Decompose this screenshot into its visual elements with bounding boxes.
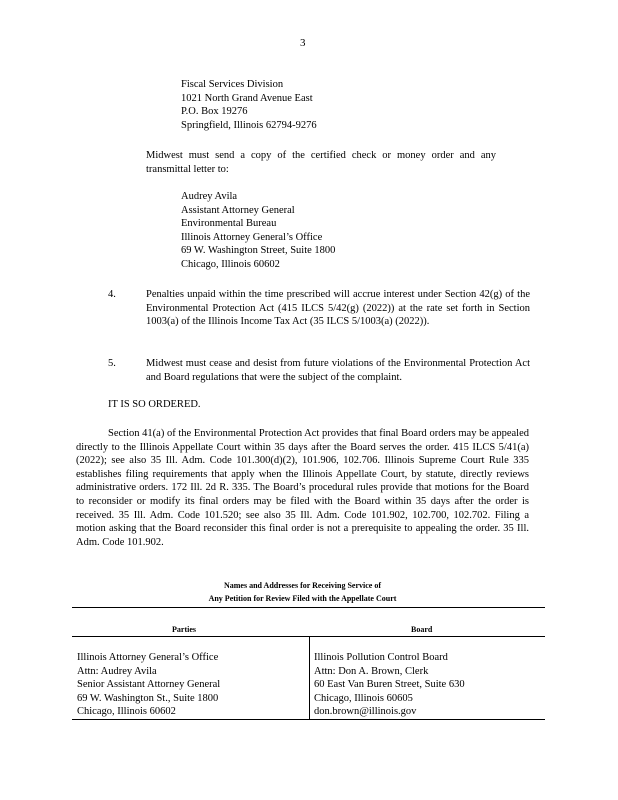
board-column-header: Board [411, 625, 433, 634]
item-number: 4. [108, 289, 116, 300]
caption-line: Names and Addresses for Receiving Service of [223, 581, 382, 590]
address-line: 69 W. Washington Street, Suite 1800 [181, 245, 336, 257]
table-bottom-rule [72, 719, 545, 720]
address-line: Chicago, Illinois 60605 [314, 692, 413, 704]
address-line: P.O. Box 19276 [181, 106, 248, 118]
address-line: Assistant Attorney General [181, 204, 295, 216]
item-text: Penalties unpaid within the time prescribed will accrue interest under Section 42(g) of the Environmental Protection Act (415 ILCS 5/42(g) (2022)) at the rate set forth in Section 1003(a) of the Illinois Income Tax Act (35 ILCS 5/1003(a) (2022)). [146, 289, 530, 328]
item-number: 5. [108, 358, 116, 369]
address-line: 1021 North Grand Avenue East [181, 92, 313, 104]
address-line: Attn: Audrey Avila [77, 665, 157, 677]
address-line: Springfield, Illinois 62794-9276 [181, 119, 317, 131]
address-line: Audrey Avila [181, 191, 238, 202]
payment-address [181, 78, 317, 132]
item-text: Midwest must cease and desist from future violations of the Environmental Protection Act and Board regulations that were the subject of the complaint. [146, 358, 530, 383]
ordered-statement: IT IS SO ORDERED. [108, 399, 201, 410]
board-email-link[interactable]: don.brown@illinois.gov [314, 706, 417, 718]
address-line: Senior Assistant Attorney General [77, 679, 221, 691]
parties-column-header: Parties [172, 625, 196, 634]
address-line: 60 East Van Buren Street, Suite 630 [314, 679, 465, 691]
board-address [314, 651, 465, 719]
parties-address [77, 651, 220, 719]
midwest-copy-paragraph: Midwest must send a copy of the certified check or money order and any transmittal letter to: [146, 150, 496, 175]
address-line: Chicago, Illinois 60602 [77, 706, 176, 718]
caption-line: Any Petition for Review Filed with the Appellate Court [208, 594, 397, 603]
address-line: Fiscal Services Division [181, 79, 284, 90]
address-line: Environmental Bureau [181, 218, 277, 230]
table-top-rule [72, 607, 545, 608]
address-line: Chicago, Illinois 60602 [181, 258, 280, 270]
address-line: Illinois Attorney General’s Office [181, 231, 323, 243]
address-line: 69 W. Washington St., Suite 1800 [77, 692, 219, 704]
service-table-caption [165, 579, 440, 605]
address-line: Illinois Attorney General’s Office [77, 652, 219, 663]
appeal-paragraph: Section 41(a) of the Environmental Protection Act provides that final Board orders may be appealed directly to the Illinois Appellate Court within 35 days after the Board serves the order. 415 ILCS 5/41(a) (2022); see also 35 Ill. Adm. Code 101.300(d)(2), 101.906, 102.706. Illinois Supreme Court Rule 335 establishes filing requirements that apply when the Illinois Appellate Court, by statute, directly reviews administrative orders. 172 Ill. 2d R. 335. The Board’s procedural rules provide that motions for the Board to reconsider or modify its final orders may be filed with the Board within 35 days after the order is received. 35 Ill. Adm. Code 101.520; see also 35 Ill. Adm. Code 101.902, 102.700, 102.702. Filing a motion asking that the Board reconsider this final order is not a prerequisite to appealing the order. 35 Ill. Adm. Code 101.902. [76, 428, 529, 548]
address-line: Illinois Pollution Control Board [314, 652, 448, 663]
attorney-general-address [181, 190, 335, 272]
table-column-divider [309, 636, 310, 719]
address-line: Attn: Don A. Brown, Clerk [314, 665, 429, 677]
page-number: 3 [300, 37, 306, 49]
